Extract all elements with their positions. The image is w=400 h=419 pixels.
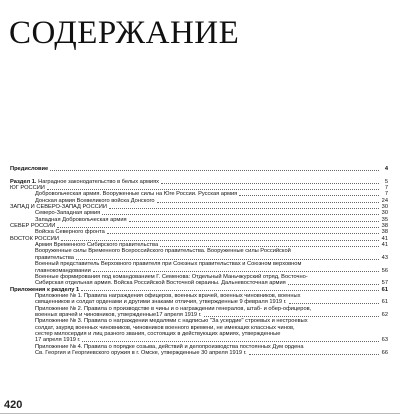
toc-page-number: 38 (381, 229, 388, 236)
toc-entry-appendix-2[interactable]: Приложение № 2. Правила о производстве в чины и о награждении генералов, штаб- и обер-офицеров, военных врачей и чиновников, утвержденные17 апреля 1919 г. 62 (35, 305, 388, 318)
footer-divider (0, 413, 400, 414)
toc-page-number: 41 (381, 242, 388, 249)
toc-page-number: 5 (384, 178, 388, 185)
toc-page-number: 30 (381, 210, 388, 217)
toc-page-number: 24 (381, 197, 388, 204)
toc-entry-supreme-ruler[interactable]: Военный представитель Верховного правителя при Союзных правительствах и Союзном верховном главнокомандовании 56 (35, 261, 388, 274)
toc-page-number: 7 (384, 185, 388, 192)
toc-entry-appendix-1[interactable]: Приложение № 1. Правила награждения офицеров, военных врачей, военных чиновников, военных священников и солдат орденами и другими знаками отличия, утвержденные 9 февраля 1919 г. 61 (35, 292, 388, 306)
toc-page-number: 61 (381, 286, 388, 293)
toc-entry-northwest[interactable]: ЗАПАД И СЕВЕРО-ЗАПАД РОССИИ 30 (10, 204, 388, 211)
toc-page-number: 7 (384, 191, 388, 198)
page-title: СОДЕРЖАНИЕ (9, 15, 240, 51)
toc-page-number: 4 (384, 166, 388, 172)
toc-entry-west-volunteer[interactable]: Западная Добровольческая армия 35 (35, 216, 388, 223)
toc-entry-appendices[interactable]: Приложения к разделу 1 61 (10, 286, 388, 293)
toc-page-number: 35 (381, 216, 388, 223)
toc-entry-volunteer[interactable]: Добровольческая армия. Вооруженные силы на Юге России. Русская армия 7 (35, 191, 388, 198)
toc-entry-east[interactable]: ВОСТОК РОССИИ 41 (10, 235, 388, 242)
toc-entry-don[interactable]: Донская армия Всевеликого войска Донского 24 (35, 197, 388, 204)
toc-entry-semenov[interactable]: Военные формирования под командованием Г. Семенова: Отдельный Маньчжурский отряд, Восточно- Сибирская отдельная армия. Войска Российской Восточной окраины. Дальневосточная армия 57 (35, 273, 388, 287)
toc-page-number: 43 (381, 254, 388, 261)
toc-entry-section1[interactable]: Раздел 1. Наградное законодательство в белых армиях 5 (10, 178, 388, 185)
toc-entry-north[interactable]: СЕВЕР РОССИИ 38 (10, 223, 388, 230)
toc-entry-north-front[interactable]: Войска Северного фронта 38 (35, 229, 388, 236)
toc-page-number: 30 (381, 204, 388, 211)
toc-page-number: 62 (381, 311, 388, 318)
toc-page-number: 63 (381, 337, 388, 344)
toc-entry-all-russian[interactable]: Вооруженные силы Временного Всероссийского правительства. Вооруженные силы Российской правительства 43 (35, 248, 388, 261)
toc-page-number: 56 (381, 267, 388, 274)
toc-entry-appendix-3[interactable]: Приложение № 3. Правила о награждении медалями с надписью "За усердие" строевых и нестроевых солдат, зауряд военных чиновников, чиновников военного времени, не имеющих классных чинов, сестер милосердия и лиц разного звания, состоящих в действующих армиях, утвержденные 17 апреля 1919 г. 63 (35, 318, 388, 344)
toc-entry-appendix-4[interactable]: Приложение № 4. Правила о порядке созыва, действий и делопроизводства постоянных Дум ордена Св. Георгия и Георгиевского оружия в г. Омске, утвержденные 30 апреля 1919 г. 66 (35, 343, 388, 356)
toc-page-number: 41 (381, 235, 388, 242)
toc-page-number: 61 (381, 299, 388, 306)
toc-page-number: 57 (381, 280, 388, 287)
toc-page-number: 66 (381, 349, 388, 356)
toc-page-number: 38 (381, 223, 388, 230)
page-number: 420 (4, 399, 23, 411)
table-of-contents (10, 166, 388, 356)
toc-entry-south[interactable]: ЮГ РОССИИ 7 (10, 185, 388, 192)
toc-entry-preface[interactable]: Предисловие 4 (10, 166, 388, 172)
toc-entry-nw-army[interactable]: Северо-Западная армия 30 (35, 210, 388, 217)
toc-entry-siberian[interactable]: Армия Временного Сибирского правительства 41 (35, 242, 388, 249)
